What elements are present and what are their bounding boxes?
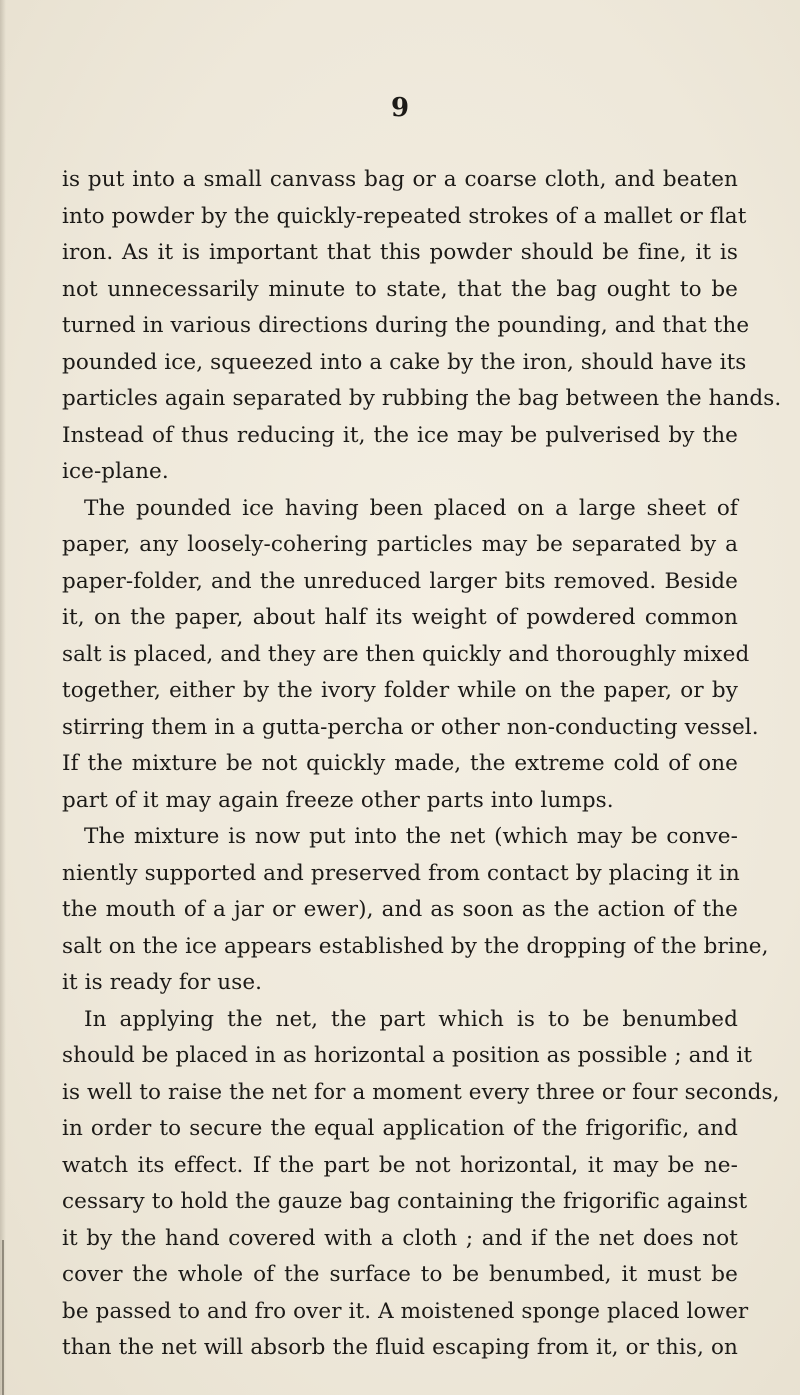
text-line: together, either by the ivory folder while on the paper, or by	[62, 678, 738, 703]
text-line: cover the whole of the surface to be benumbed, it must be	[62, 1262, 738, 1287]
paragraph-start-line: The mixture is now put into the net (which may be conve-	[84, 824, 738, 849]
body-text	[62, 162, 782, 1367]
text-line: cessary to hold the gauze bag containing the frigorific against	[62, 1189, 748, 1214]
text-line: is well to raise the net for a moment every three or four seconds,	[62, 1079, 780, 1105]
paragraph-start-line: In applying the net, the part which is to be benumbed	[84, 1006, 738, 1032]
text-line: it by the hand covered with a cloth ; and if the net does not	[62, 1225, 738, 1251]
text-line: salt is placed, and they are then quickly and thoroughly mixed	[62, 641, 750, 667]
text-line: turned in various directions during the pounding, and that the	[62, 313, 750, 338]
text-line: paper, any loosely-cohering particles may be separated by a	[62, 532, 738, 557]
text-line: ice-plane.	[62, 459, 169, 484]
text-line: If the mixture be not quickly made, the extreme cold of one	[62, 751, 738, 776]
text-line: the mouth of a jar or ewer), and as soon as the action of the	[62, 897, 738, 922]
text-line: stirring them in a gutta-percha or other non-conducting vessel.	[62, 714, 759, 740]
binding-edge-line	[2, 1240, 4, 1395]
text-line: salt on the ice appears established by the dropping of the brine,	[62, 933, 769, 959]
text-line: iron. As it is important that this powder should be fine, it is	[62, 240, 738, 265]
text-line: it, on the paper, about half its weight of powdered common	[62, 605, 738, 630]
text-line: part of it may again freeze other parts into lumps.	[62, 787, 614, 813]
page-number: 9	[390, 93, 410, 123]
text-line: particles again separated by rubbing the bag between the hands.	[62, 386, 782, 411]
text-line: into powder by the quickly-repeated strokes of a mallet or flat	[62, 203, 747, 229]
page-edge-shadow	[0, 0, 6, 1395]
text-line: pounded ice, squeezed into a cake by the iron, should have its	[62, 349, 747, 375]
text-line: than the net will absorb the fluid escaping from it, or this, on	[62, 1335, 738, 1360]
text-line: be passed to and fro over it. A moistened sponge placed lower	[62, 1298, 749, 1324]
text-line: not unnecessarily minute to state, that the bag ought to be	[62, 276, 738, 302]
text-line: paper-folder, and the unreduced larger bits removed. Beside	[62, 568, 738, 594]
text-line: it is ready for use.	[62, 970, 263, 995]
text-line: niently supported and preserved from contact by placing it in	[62, 860, 740, 886]
text-line: is put into a small canvass bag or a coarse cloth, and beaten	[62, 167, 738, 192]
text-line: Instead of thus reducing it, the ice may be pulverised by the	[62, 422, 738, 448]
text-line: should be placed in as horizontal a position as possible ; and it	[62, 1043, 753, 1068]
text-line: watch its effect. If the part be not horizontal, it may be ne-	[62, 1152, 738, 1178]
text-line: in order to secure the equal application of the frigorific, and	[62, 1116, 738, 1141]
paragraph-start-line: The pounded ice having been placed on a large sheet of	[84, 495, 738, 521]
